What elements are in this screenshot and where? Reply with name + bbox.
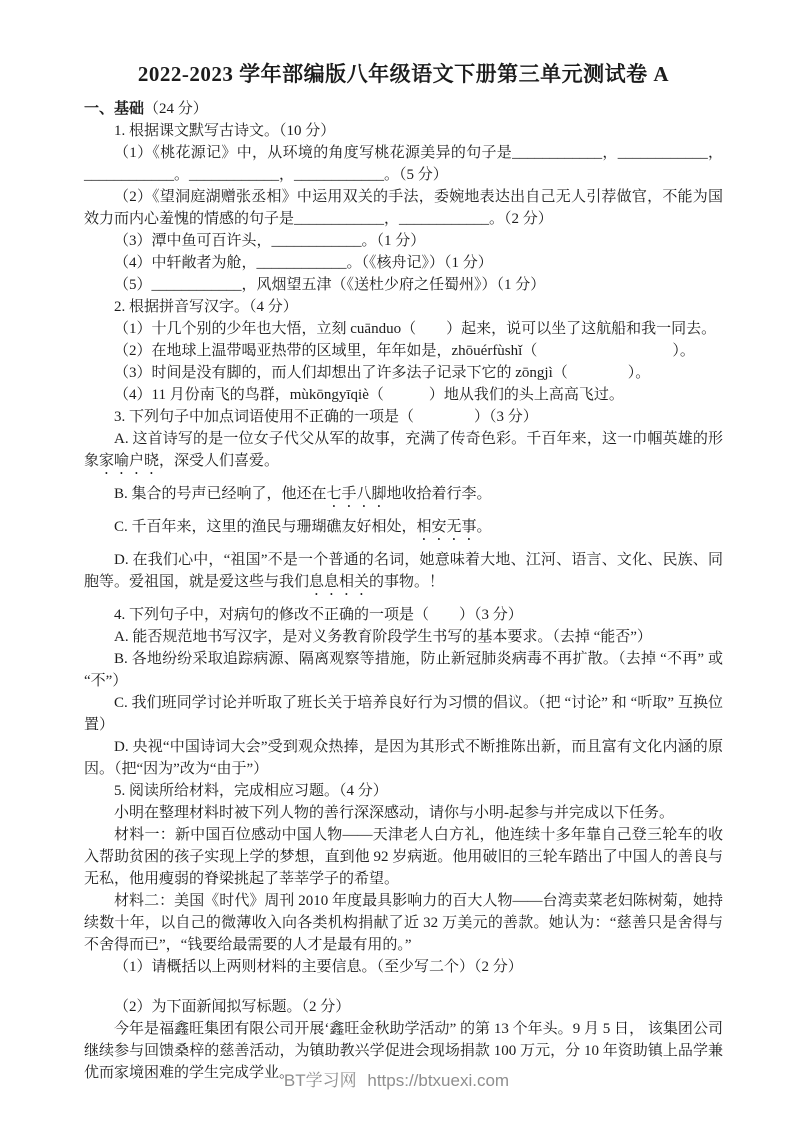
question-4-stem (84, 604, 723, 626)
text-run: D. 央视“中国诗词大会”受到观众热捧，是因为其形式不断推陈出新，而且富有文化内涵的原因。（把“因为”改为“由于”） (84, 739, 723, 777)
text-run: A. 这首诗写的是一位女子代父从军的故事，充满了传奇色彩。千百年来，这一巾帼英雄的形象 (84, 431, 723, 469)
text-run: （2）为下面新闻拟写标题。（2 分） (114, 999, 351, 1015)
text-run: C. 我们班同学讨论并听取了班长关于培养良好行为习惯的倡议。（把 “讨论” 和 “听取” 互换位置） (84, 695, 723, 733)
text-run: A. 能否规范地书写汉字，是对义务教育阶段学生书写的基本要求。（去掉 “能否”） (114, 629, 652, 645)
text-run: 。 (476, 519, 492, 535)
emphasized-term: 息息相关 (309, 574, 370, 590)
question-1-stem (84, 120, 723, 142)
text-run: ，深受人们喜爱。 (159, 453, 280, 469)
emphasized-term: 相安无事 (416, 519, 477, 535)
watermark-url: https://btxuexi.com (367, 1071, 510, 1090)
text-run: （4）中轩敞者为舱，____________。（《核舟记》）（1 分） (114, 255, 493, 271)
text-run: 今年是福鑫旺集团有限公司开展‘鑫旺金秋助学活动” 的第 13 个年头。9 月 5 日， 该集团公司继续参与回馈桑梓的慈善活动，为镇助教兴学促进会现场捐款 100 万元，分 10 年资助镇上品学兼优而家境困难的学生完成学业。 (84, 1021, 723, 1081)
question-1-item-4 (84, 252, 723, 274)
text-run: D. 在我们心中，“祖国”不是一个普通的名词，她意味着大地、江河、语言、文化、民族、同胞等。爱祖国，就是爱这些与我们 (84, 552, 723, 590)
question-1-item-3 (84, 230, 723, 252)
question-1-item-1 (84, 142, 723, 186)
question-4-option-d (84, 736, 723, 780)
question-1-item-2 (84, 186, 723, 230)
watermark-site-name: BT学习网 (283, 1071, 357, 1090)
text-run: B. 各地纷纷采取追踪病源、隔离观察等措施，防止新冠肺炎病毒不再扩散。（去掉 “不再” 或“不”） (84, 651, 723, 689)
question-4-option-c (84, 692, 723, 736)
text-run: （3）潭中鱼可百许头，____________。（1 分） (114, 233, 426, 249)
text-run: 4. 下列句子中，对病句的修改不正确的一项是（ ）（3 分） (114, 607, 523, 623)
question-2-stem (84, 296, 723, 318)
text-run: B. 集合的号声已经响了，他还在 (114, 486, 327, 502)
text-run: 5. 阅读所给材料，完成相应习题。（4 分） (114, 783, 388, 799)
text-run: （4）11 月份南飞的鸟群，mùkōngyīqiè（ ）地从我们的头上高高飞过。 (114, 387, 624, 403)
text-run: 3. 下列句子中加点词语使用不正确的一项是（ ）（3 分） (114, 409, 538, 425)
document-body (84, 98, 723, 1084)
question-2-item-1 (84, 318, 723, 340)
question-3-option-a (84, 428, 723, 478)
question-5-material-2 (84, 890, 723, 956)
question-3-stem (84, 406, 723, 428)
question-2-item-2 (84, 340, 723, 362)
text-run: （1）请概括以上两则材料的主要信息。（至少写二个）（2 分） (114, 959, 523, 975)
page-title: 2022-2023 学年部编版八年级语文下册第三单元测试卷 A (137, 62, 670, 86)
text-run: C. 千百年来，这里的渔民与珊瑚礁友好相处， (114, 519, 417, 535)
text-run: 材料一：新中国百位感动中国人物——天津老人白方礼，他连续十多年靠自己登三轮车的收入帮助贫困的孩子实现上学的梦想，直到他 92 岁病逝。他用破旧的三轮车踏出了中国人的善良与无私，他用瘦弱的脊梁挑起了莘莘学子的希望。 (84, 827, 723, 887)
question-5-item-1 (84, 956, 723, 978)
text-run: （1）十几个别的少年也大悟，立刻 cuānduo（ ）起来，说可以坐了这航船和我一同去。 (114, 321, 717, 337)
question-5-material-1 (84, 824, 723, 890)
question-1-item-5 (84, 274, 723, 296)
emphasized-term: 七手八脚 (326, 486, 387, 502)
question-4-option-b (84, 648, 723, 692)
section-1-heading (84, 98, 723, 120)
text-run: 地收拾着行李。 (386, 486, 492, 502)
text-run: （1）《桃花源记》中，从环境的角度写桃花源美异的句子是____________，____________，____________。____________，____________。（5 分） (84, 145, 723, 183)
text-run: （2）在地球上温带喝亚热带的区域里，年年如是，zhōuérfùshǐ（ ）。 (114, 343, 695, 359)
text-run: 2. 根据拼音写汉字。（4 分） (114, 299, 298, 315)
question-3-option-b (84, 483, 723, 511)
emphasized-term: 家喻户晓 (99, 453, 160, 469)
text-run: （2）《望洞庭湖赠张丞相》中运用双关的手法，委婉地表达出自己无人引荐做官，不能为国效力而内心羞愧的情感的句子是____________，____________。（2 分） (84, 189, 723, 227)
question-5-stem (84, 780, 723, 802)
text-run: （24 分） (144, 101, 208, 117)
question-2-item-3 (84, 362, 723, 384)
question-5-item-2 (84, 996, 723, 1018)
question-4-option-a (84, 626, 723, 648)
text-run: 1. 根据课文默写古诗文。（10 分） (114, 123, 336, 139)
text-run: （5）____________，风烟望五津（《送杜少府之任蜀州》）（1 分） (114, 277, 546, 293)
bold-text-run: 一、基础 (84, 101, 145, 117)
watermark-footer (0, 1066, 793, 1091)
question-2-item-4 (84, 384, 723, 406)
text-run: （3）时间是没有脚的，而人们却想出了许多法子记录下它的 zōngjì（ ）。 (114, 365, 651, 381)
question-3-option-d (84, 549, 723, 599)
text-run: 小明在整理材料时被下列人物的善行深深感动，请你与小明-起参与并完成以下任务。 (114, 805, 674, 821)
text-run: 材料二：美国《时代》周刊 2010 年度最具影响力的百大人物——台湾卖菜老妇陈树菊，她持续数十年，以自己的微薄收入向各类机构捐献了近 32 万美元的善款。她认为：“慈善只是舍得与不舍得而已”，“钱要给最需要的人才是最有用的。” (84, 893, 723, 953)
question-5-intro (84, 802, 723, 824)
text-run: 的事物。！ (369, 574, 445, 590)
question-3-option-c (84, 516, 723, 544)
